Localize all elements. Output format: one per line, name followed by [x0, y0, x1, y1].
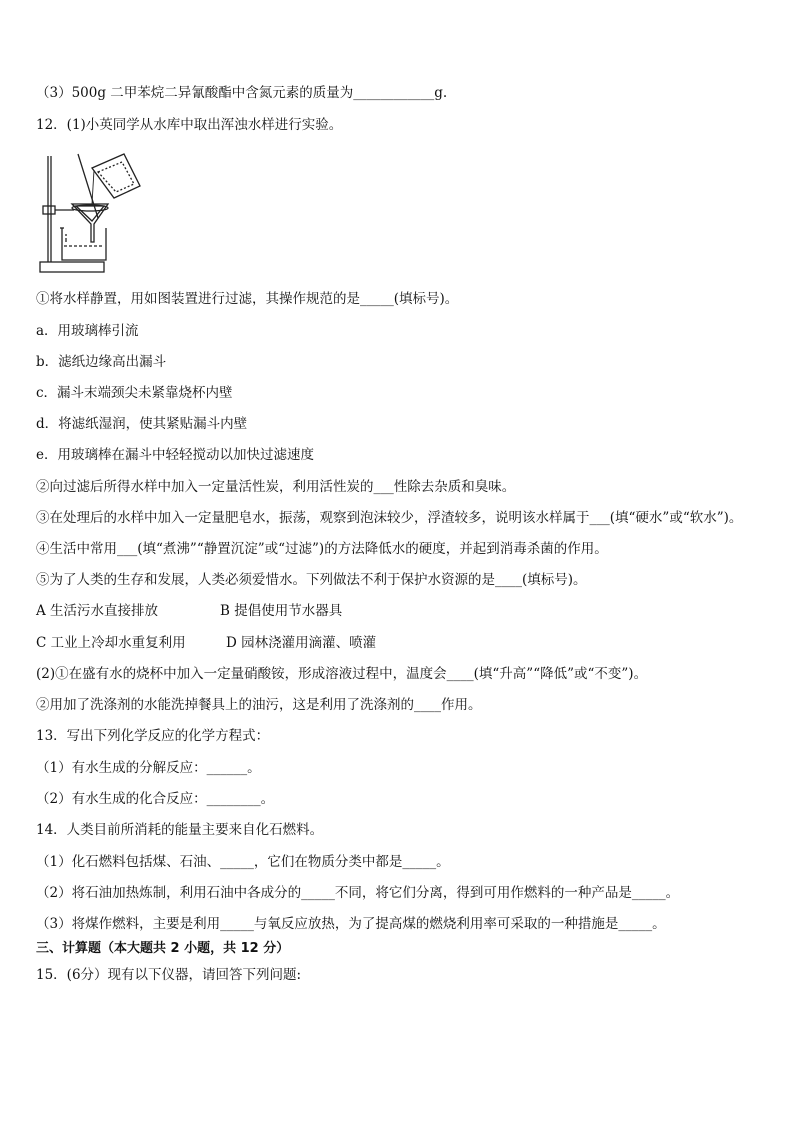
- question-12-2-part-1: (2)①在盛有水的烧杯中加入一定量硝酸铵，形成溶液过程中，温度会____(填“升高”“降低”或“不变”)。: [36, 666, 648, 682]
- option-d: d．将滤纸湿润，使其紧贴漏斗内壁: [36, 416, 248, 432]
- question-14-part-3: （3）将煤作燃料，主要是利用_____与氧反应放热，为了提高煤的燃烧利用率可采取的一种措施是_____。: [36, 916, 666, 932]
- question-12-part-2: ②向过滤后所得水样中加入一定量活性炭，利用活性炭的___性除去杂质和臭味。: [36, 479, 516, 495]
- question-14-part-1: （1）化石燃料包括煤、石油、_____，它们在物质分类中都是_____。: [36, 854, 450, 870]
- question-13-intro: 13．写出下列化学反应的化学方程式：: [36, 728, 270, 744]
- question-13-part-2: （2）有水生成的化合反应：________。: [36, 791, 275, 807]
- choice-b: B 提倡使用节水器具: [220, 603, 343, 619]
- question-12-2-part-2: ②用加了洗涤剂的水能洗掉餐具上的油污，这是利用了洗涤剂的____作用。: [36, 697, 482, 713]
- question-12-part-1: ①将水样静置，用如图装置进行过滤，其操作规范的是_____(填标号)。: [36, 291, 459, 307]
- question-14-part-2: （2）将石油加热炼制，利用石油中各成分的_____不同，将它们分离，得到可用作燃料的一种产品是_____。: [36, 885, 680, 901]
- question-12-part-4: ④生活中常用___(填“煮沸”“静置沉淀”或“过滤”)的方法降低水的硬度，并起到消毒杀菌的作用。: [36, 541, 608, 557]
- option-e: e．用玻璃棒在漏斗中轻轻搅动以加快过滤速度: [36, 447, 314, 463]
- choice-c: C 工业上冷却水重复利用: [36, 635, 186, 651]
- question-12-part-3: ③在处理后的水样中加入一定量肥皂水，振荡，观察到泡沫较少，浮渣较多，说明该水样属于___(填“硬水”或“软水”)。: [36, 510, 743, 526]
- choice-a: A 生活污水直接排放: [36, 603, 159, 619]
- option-a: a．用玻璃棒引流: [36, 323, 139, 339]
- question-12-intro: 12．(1)小英同学从水库中取出浑浊水样进行实验。: [36, 117, 343, 133]
- question-14-intro: 14．人类目前所消耗的能量主要来自化石燃料。: [36, 822, 324, 838]
- choice-d: D 园林浇灌用滴灌、喷灌: [226, 635, 377, 651]
- filtration-apparatus-diagram: [36, 150, 166, 278]
- question-12-part-5: ⑤为了人类的生存和发展，人类必须爱惜水。下列做法不利于保护水资源的是____(填标号)。: [36, 572, 587, 588]
- question-11-part-3: （3）500g 二甲苯烷二异氰酸酯中含氮元素的质量为____________g.: [36, 85, 448, 101]
- question-15-intro: 15．(6分）现有以下仪器，请回答下列问题:: [36, 967, 302, 983]
- option-b: b．滤纸边缘高出漏斗: [36, 354, 167, 370]
- section-heading-calculation: 三、计算题（本大题共 2 小题，共 12 分）: [36, 941, 290, 956]
- option-c: c．漏斗末端颈尖未紧靠烧杯内壁: [36, 385, 233, 401]
- question-13-part-1: （1）有水生成的分解反应：______。: [36, 760, 261, 776]
- filtration-apparatus-figure: [36, 150, 166, 278]
